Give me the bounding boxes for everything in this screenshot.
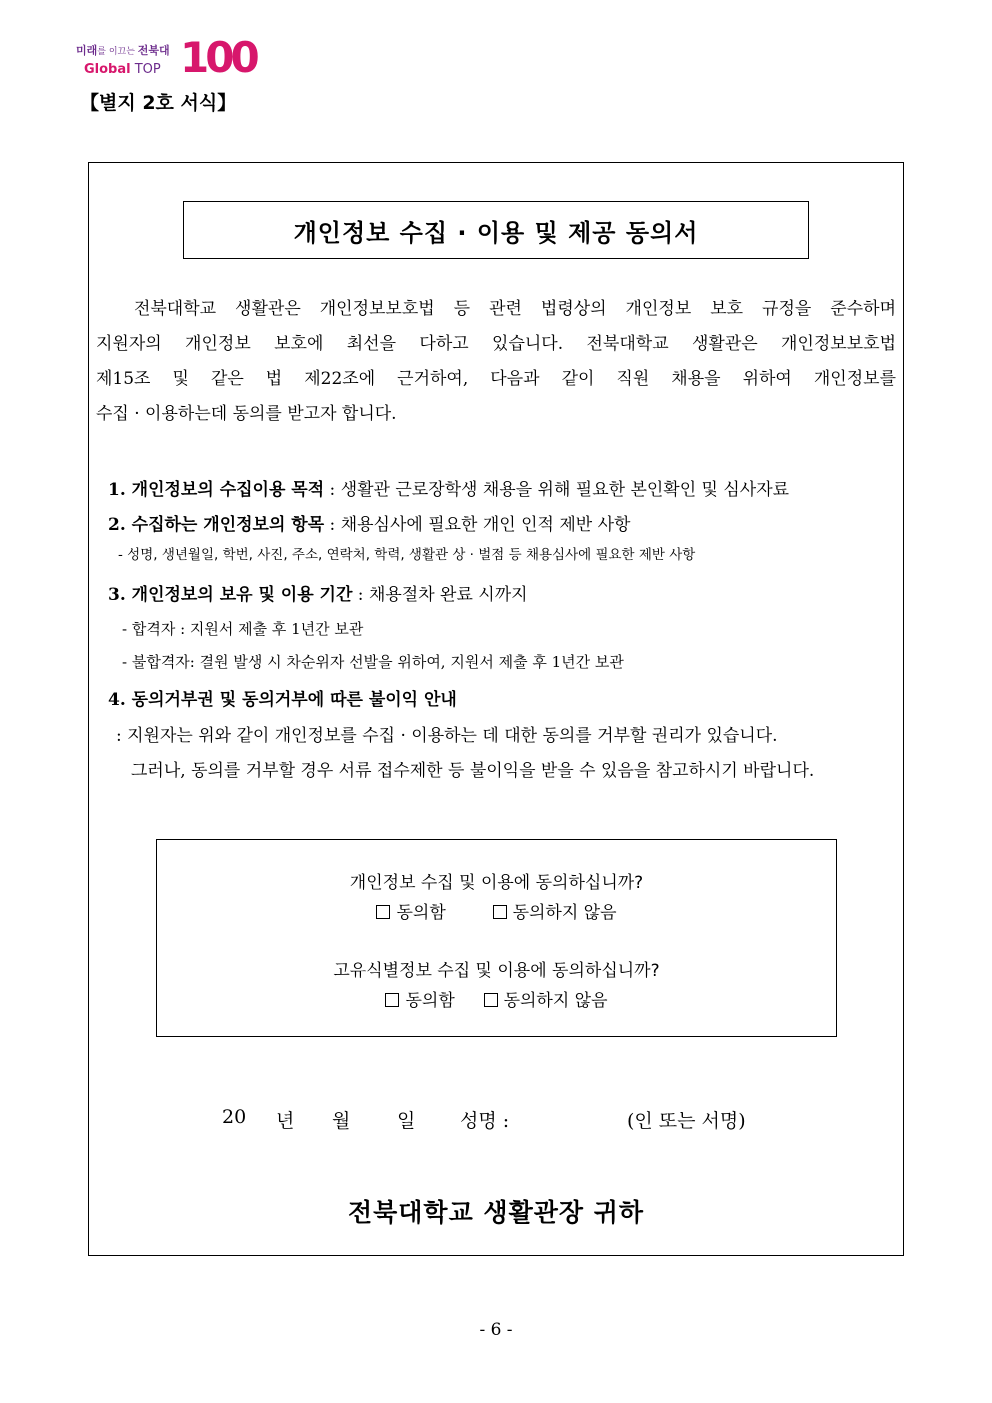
intro-line: 수집 · 이용하는데 동의를 받고자 합니다. (96, 404, 397, 424)
section-2 (108, 510, 630, 535)
date-year-unit: 년 (276, 1110, 295, 1132)
section-4-heading: 4. 동의거부권 및 동의거부에 따른 불이익 안내 (108, 690, 457, 710)
form-label: 【별지 2호 서식】 (80, 92, 237, 114)
consent-question-unique-id: 고유식별정보 수집 및 이용에 동의하십니까? (333, 961, 660, 981)
section-3 (108, 580, 528, 605)
agree-label: 동의함 (396, 903, 446, 923)
consent-options-unique-id (157, 986, 836, 1011)
disagree-option-personal[interactable] (493, 898, 617, 923)
agree-label: 동의함 (405, 991, 455, 1011)
logo-tagline: 미래를 이끄는 전북대 (76, 44, 170, 57)
document-title: 개인정보 수집 · 이용 및 제공 동의서 (293, 218, 699, 247)
section-1-text: : 생활관 근로장학생 채용을 위해 필요한 본인확인 및 심사자료 (324, 480, 790, 500)
section-2-detail: - 성명, 생년월일, 학번, 사진, 주소, 연락처, 학력, 생활관 상 · 벌점 등 채용심사에 필요한 제반 사항 (118, 547, 696, 563)
checkbox-disagree-personal[interactable] (493, 905, 507, 919)
consent-box (156, 839, 837, 1037)
title-box (183, 201, 809, 259)
section-3-heading: 3. 개인정보의 보유 및 이용 기간 (108, 585, 353, 605)
consent-question-personal: 개인정보 수집 및 이용에 동의하십니까? (349, 873, 644, 893)
disagree-label: 동의하지 않음 (512, 903, 617, 923)
consent-options-personal (157, 898, 836, 923)
disagree-label: 동의하지 않음 (503, 991, 608, 1011)
intro-line: 전북대학교 생활관은 개인정보보호법 등 관련 법령상의 개인정보 보호 규정을 준수하며 (96, 299, 896, 319)
checkbox-agree-unique-id[interactable] (385, 993, 399, 1007)
intro-line: 제15조 및 같은 법 제22조에 근거하여, 다음과 같이 직원 채용을 위하여 개인정보를 (96, 369, 896, 389)
section-4-line-2: 그러나, 동의를 거부할 경우 서류 접수제한 등 불이익을 받을 수 있음을 참고하시기 바랍니다. (131, 761, 815, 781)
section-2-text: : 채용심사에 필요한 개인 인적 제반 사항 (324, 515, 631, 535)
addressee: 전북대학교 생활관장 귀하 (347, 1198, 645, 1227)
date-month-unit: 월 (332, 1110, 351, 1132)
checkbox-agree-personal[interactable] (376, 905, 390, 919)
section-4 (108, 685, 457, 710)
section-3-text: : 채용절차 완료 시까지 (352, 585, 528, 605)
intro-paragraph (96, 292, 896, 432)
section-3-detail-pass: - 합격자 : 지원서 제출 후 1년간 보관 (122, 620, 364, 638)
disagree-option-unique-id[interactable] (484, 986, 608, 1011)
section-3-detail-fail: - 불합격자: 결원 발생 시 차순위자 선발을 위하여, 지원서 제출 후 1년간 보관 (122, 653, 624, 671)
date-day-unit: 일 (397, 1110, 416, 1132)
university-logo (76, 33, 256, 86)
page-number: - 6 - (479, 1320, 513, 1340)
seal-or-signature: (인 또는 서명) (627, 1110, 746, 1132)
name-label: 성명 : (460, 1110, 510, 1132)
section-1 (108, 475, 789, 500)
intro-line: 지원자의 개인정보 보호에 최선을 다하고 있습니다. 전북대학교 생활관은 개인정보보호법 (96, 334, 896, 354)
date-year: 20 (222, 1106, 247, 1128)
agree-option-personal[interactable] (376, 898, 445, 923)
section-1-heading: 1. 개인정보의 수집이용 목적 (108, 480, 325, 500)
agree-option-unique-id[interactable] (385, 986, 454, 1011)
logo-100: 100 (180, 33, 256, 82)
logo-global-top: Global TOP (84, 62, 161, 77)
checkbox-disagree-unique-id[interactable] (484, 993, 498, 1007)
section-4-line-1: : 지원자는 위와 같이 개인정보를 수집 · 이용하는 데 대한 동의를 거부할 권리가 있습니다. (116, 726, 778, 746)
section-2-heading: 2. 수집하는 개인정보의 항목 (108, 515, 325, 535)
